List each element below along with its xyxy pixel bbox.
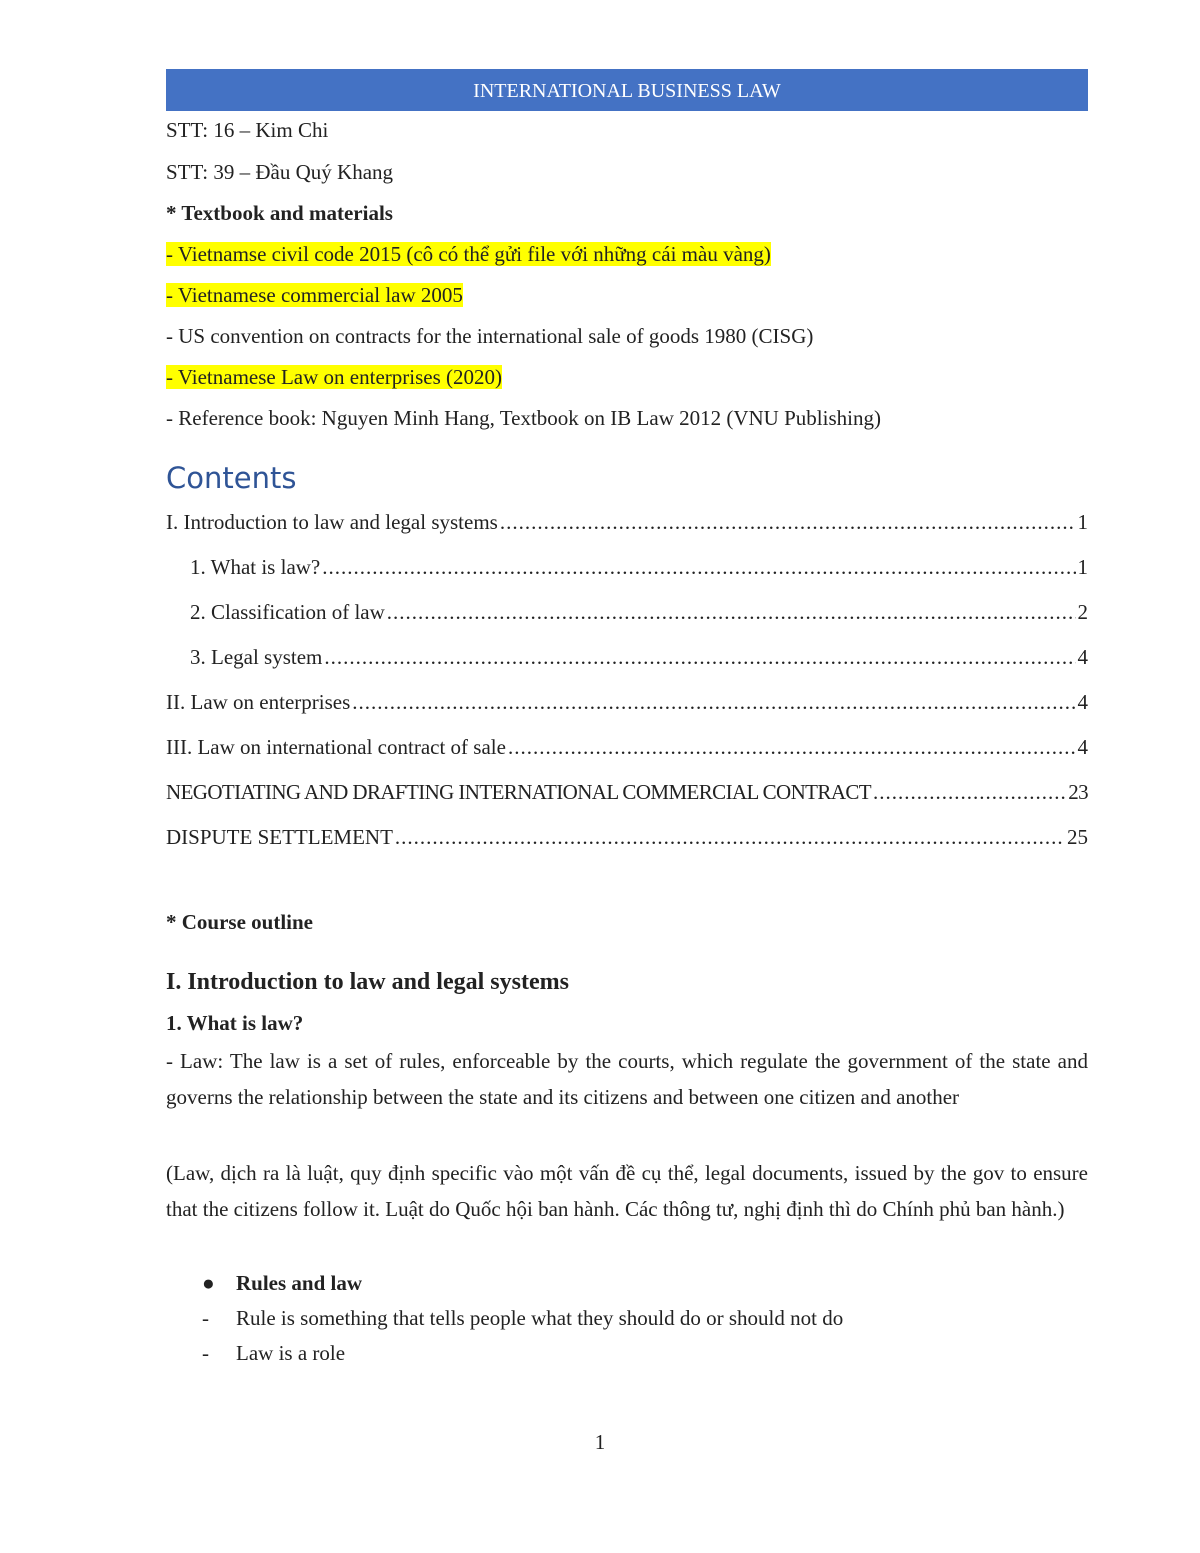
toc-page: 23 (1068, 780, 1088, 804)
dash-icon: - (202, 1341, 209, 1365)
toc-page: 1 (1077, 555, 1088, 579)
document-page (166, 69, 1088, 1365)
course-outline-heading: * Course outline (166, 910, 313, 934)
material-text: - Vietnamese Law on enterprises (2020) (166, 365, 502, 389)
toc-label: III. Law on international contract of sale (166, 735, 506, 759)
toc-label: 1. What is law? (190, 555, 321, 579)
page-number: 1 (594, 1430, 606, 1454)
toc-entry[interactable] (166, 643, 1088, 671)
toc-leader (395, 823, 1065, 851)
toc-leader (387, 598, 1076, 626)
toc-page: 4 (1077, 645, 1088, 669)
material-text: - Vietnamse civil code 2015 (cô có thể gửi file với những cái màu vàng) (166, 242, 771, 266)
toc-label: 3. Legal system (190, 645, 323, 669)
material-item (166, 363, 502, 391)
toc-label: II. Law on enterprises (166, 690, 351, 714)
contents-title: Contents (166, 461, 297, 495)
material-text: - Vietnamese commercial law 2005 (166, 283, 463, 307)
toc-page: 2 (1077, 600, 1088, 624)
material-item (166, 404, 881, 432)
toc-label: 2. Classification of law (190, 600, 385, 624)
student-line-2: STT: 39 – Đầu Quý Khang (166, 160, 394, 184)
material-text: - US convention on contracts for the international sale of goods 1980 (CISG) (166, 324, 814, 348)
document-title-banner: INTERNATIONAL BUSINESS LAW (166, 69, 1088, 111)
toc-label: I. Introduction to law and legal systems (166, 510, 498, 534)
material-item (166, 322, 813, 350)
toc-leader (324, 643, 1075, 671)
student-line-1: STT: 16 – Kim Chi (166, 118, 329, 142)
toc-entry[interactable] (166, 553, 1088, 581)
subsection-heading: 1. What is law? (166, 1011, 304, 1035)
dash-item-text: Law is a role (236, 1341, 346, 1365)
toc-label: NEGOTIATING AND DRAFTING INTERNATIONAL COMMERCIAL CONTRACT (166, 780, 872, 804)
bullet-item (202, 1271, 362, 1296)
dash-icon: - (202, 1306, 209, 1330)
materials-heading: * Textbook and materials (166, 201, 393, 225)
toc-entry[interactable] (166, 508, 1088, 536)
toc-entry[interactable] (166, 733, 1088, 761)
law-definition-paragraph: - Law: The law is a set of rules, enforceable by the courts, which regulate the government of the state and governs the relationship between the state and its citizens and between one citizen and another (166, 1049, 1088, 1109)
toc-leader (500, 508, 1076, 536)
section-heading: I. Introduction to law and legal systems (166, 969, 569, 995)
material-item (166, 240, 771, 268)
law-explanation-paragraph: (Law, dịch ra là luật, quy định specific vào một vấn đề cụ thể, legal documents, issued by the gov to ensure that the citizens follow it. Luật do Quốc hội ban hành. Các thông tư, nghị định thì do Chính phủ ban hành.) (166, 1161, 1088, 1221)
toc-page: 4 (1077, 690, 1088, 714)
toc-entry[interactable] (166, 823, 1088, 851)
toc-entry[interactable] (166, 688, 1088, 716)
toc-leader (873, 778, 1066, 806)
toc-leader (508, 733, 1076, 761)
toc-leader (322, 553, 1075, 581)
toc-label: DISPUTE SETTLEMENT (166, 825, 393, 849)
bullet-dot-icon: ● (202, 1271, 215, 1295)
bullet-heading: Rules and law (236, 1271, 363, 1295)
toc-entry[interactable] (166, 598, 1088, 626)
material-text: - Reference book: Nguyen Minh Hang, Textbook on IB Law 2012 (VNU Publishing) (166, 406, 881, 430)
dash-item-text: Rule is something that tells people what they should do or should not do (236, 1306, 844, 1330)
material-item (166, 281, 463, 309)
toc-entry[interactable] (166, 778, 1088, 806)
toc-page: 25 (1067, 825, 1088, 849)
dash-item (202, 1341, 345, 1366)
dash-item (202, 1306, 843, 1331)
toc-leader (352, 688, 1075, 716)
toc-page: 1 (1077, 510, 1088, 534)
toc-page: 4 (1077, 735, 1088, 759)
